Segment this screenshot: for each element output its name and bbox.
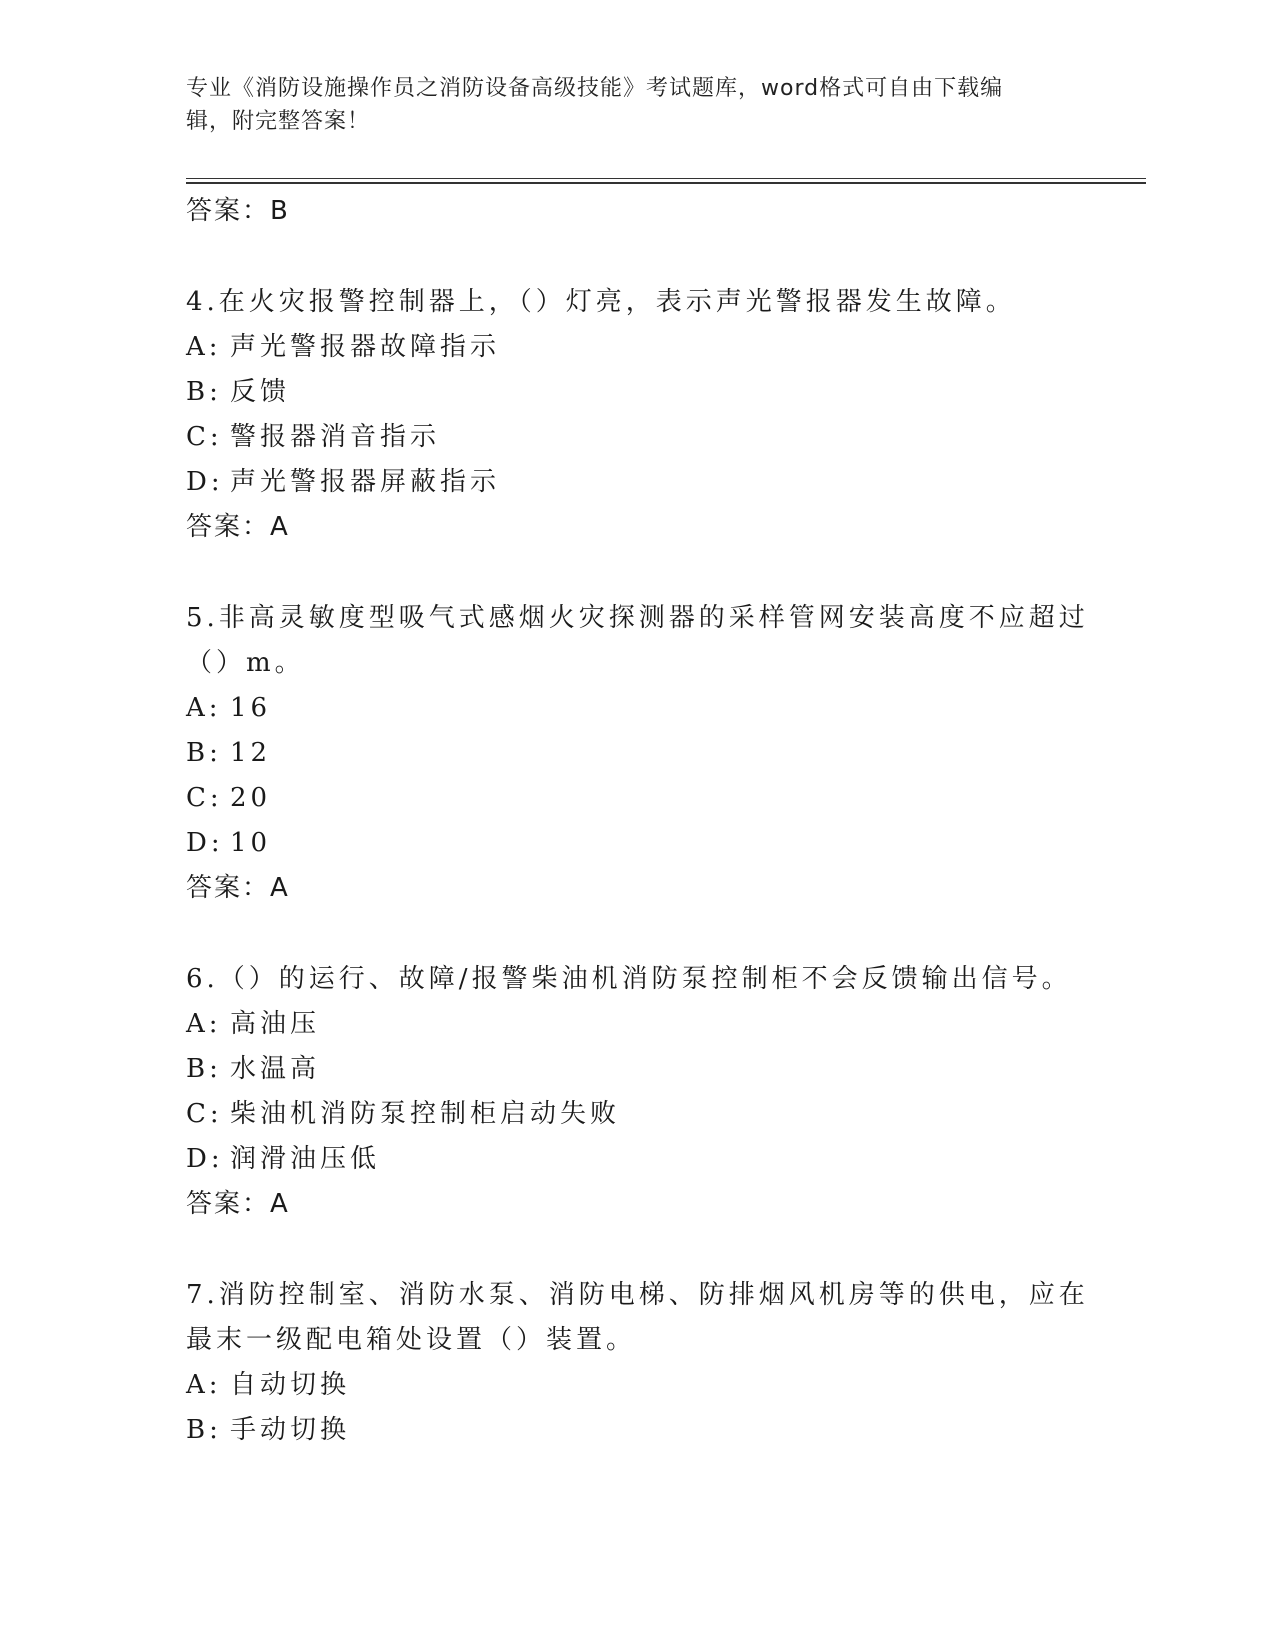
intro-line-2: 辑，附完整答案！ xyxy=(186,109,371,134)
question-stem: 4.在火灾报警控制器上，（）灯亮，表示声光警报器发生故障。 xyxy=(186,287,1016,317)
option-text: 高油压 xyxy=(230,1009,321,1039)
option-text: 12 xyxy=(230,738,272,768)
option-b xyxy=(186,731,1086,776)
option-b xyxy=(186,1047,1086,1092)
option-letter: B: xyxy=(186,1415,222,1445)
question-stem: 7.消防控制室、消防水泵、消防电梯、防排烟风机房等的供电，应在 xyxy=(186,1280,1089,1310)
option-letter: B: xyxy=(186,377,222,407)
option-a xyxy=(186,1363,1086,1408)
question-stem-continued: 最末一级配电箱处设置（）装置。 xyxy=(186,1325,637,1355)
option-d xyxy=(186,1137,1086,1182)
option-d xyxy=(186,460,1086,505)
answer-line: 答案：A xyxy=(186,512,290,542)
answer-line: 答案：A xyxy=(186,873,290,903)
option-c xyxy=(186,776,1086,821)
option-a xyxy=(186,325,1086,370)
option-b xyxy=(186,1408,1086,1453)
question-block-7 xyxy=(186,1273,1089,1453)
option-c xyxy=(186,1092,1086,1137)
option-text: 润滑油压低 xyxy=(230,1144,381,1174)
question-block-4 xyxy=(186,280,1086,550)
option-text: 声光警报器屏蔽指示 xyxy=(230,467,501,497)
header-divider-thin xyxy=(186,178,1146,179)
option-letter: B: xyxy=(186,1054,222,1084)
option-text: 16 xyxy=(230,693,272,723)
option-letter: D: xyxy=(186,467,224,497)
option-text: 20 xyxy=(230,783,272,813)
intro-line-1: 专业《消防设施操作员之消防设备高级技能》考试题库，word格式可自由下载编 xyxy=(186,76,1004,101)
question-stem: 5.非高灵敏度型吸气式感烟火灾探测器的采样管网安装高度不应超过 xyxy=(186,603,1089,633)
option-letter: D: xyxy=(186,1144,224,1174)
option-letter: D: xyxy=(186,828,224,858)
option-text: 反馈 xyxy=(230,377,291,407)
header-divider-thick xyxy=(186,182,1146,184)
option-c xyxy=(186,415,1086,460)
question-block-6 xyxy=(186,957,1086,1227)
option-letter: A: xyxy=(186,1370,222,1400)
option-a xyxy=(186,1002,1086,1047)
option-letter: A: xyxy=(186,693,222,723)
option-letter: B: xyxy=(186,738,222,768)
document-intro xyxy=(186,72,1086,138)
question-block-5 xyxy=(186,596,1089,911)
option-letter: A: xyxy=(186,1009,222,1039)
option-text: 自动切换 xyxy=(230,1370,351,1400)
question-list xyxy=(186,189,1089,1453)
option-text: 声光警报器故障指示 xyxy=(230,332,501,362)
question-stem: 6.（）的运行、故障/报警柴油机消防泵控制柜不会反馈输出信号。 xyxy=(186,964,1072,994)
option-text: 水温高 xyxy=(230,1054,321,1084)
option-b xyxy=(186,370,1086,415)
option-text: 手动切换 xyxy=(230,1415,351,1445)
option-d xyxy=(186,821,1086,866)
previous-answer: 答案：B xyxy=(186,196,290,226)
option-a xyxy=(186,686,1086,731)
option-letter: C: xyxy=(186,783,223,813)
question-stem-continued: （）m。 xyxy=(186,648,305,678)
answer-line: 答案：A xyxy=(186,1189,290,1219)
option-letter: C: xyxy=(186,1099,223,1129)
option-text: 柴油机消防泵控制柜启动失败 xyxy=(230,1099,621,1129)
option-text: 警报器消音指示 xyxy=(230,422,441,452)
option-text: 10 xyxy=(230,828,272,858)
option-letter: A: xyxy=(186,332,222,362)
option-letter: C: xyxy=(186,422,223,452)
